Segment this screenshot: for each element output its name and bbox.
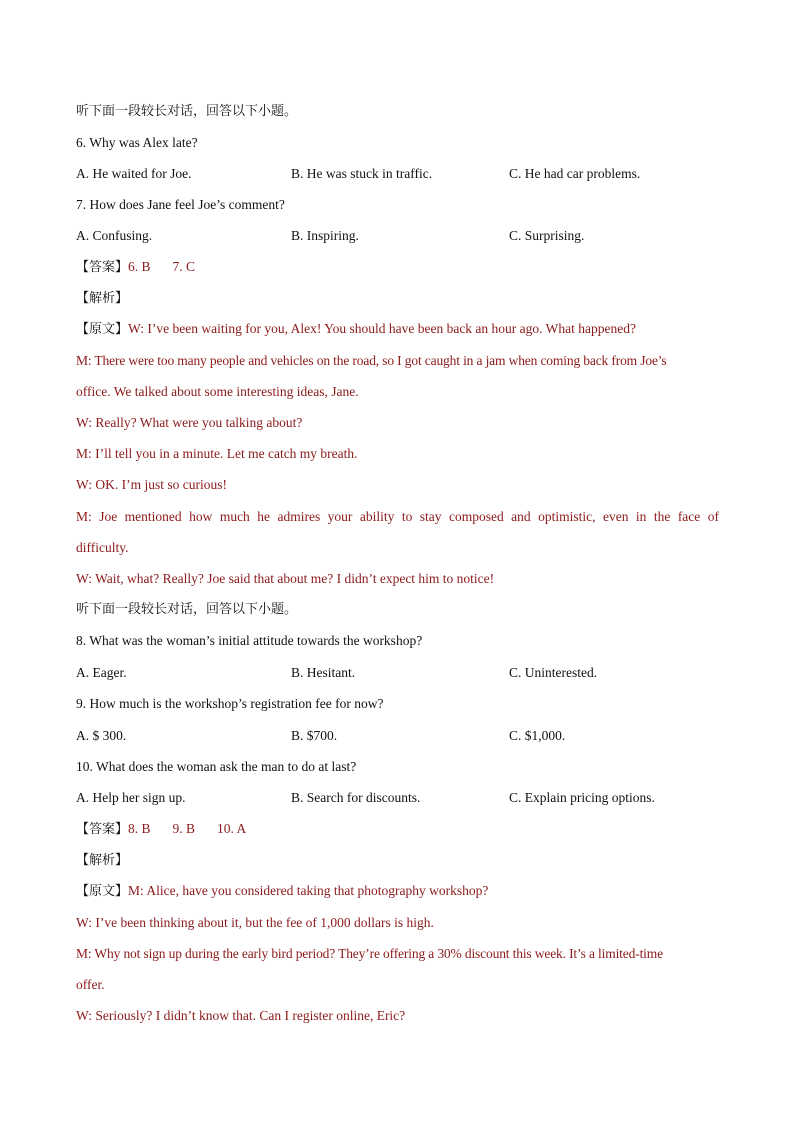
transcript-line: W: Wait, what? Really? Joe said that about me? I didn’t expect him to notice!: [76, 571, 495, 586]
analysis-label-text: 【解析】: [76, 291, 129, 306]
transcript-text: W: I’ve been waiting for you, Alex! You should have been back an hour ago. What happened?: [128, 321, 636, 336]
question-10: 10. What does the woman ask the man to do at last?: [76, 759, 357, 774]
option-a: A. Confusing.: [76, 228, 153, 243]
option-b: B. $700.: [291, 728, 338, 743]
option-c: C. Explain pricing options.: [509, 790, 655, 805]
answer-label: 【答案】: [76, 260, 129, 275]
answer-value: 6. B: [128, 259, 151, 274]
answer-value: 10. A: [217, 821, 247, 836]
answer-line: [76, 258, 719, 277]
question-6: 6. Why was Alex late?: [76, 135, 198, 150]
option-b: B. Inspiring.: [291, 228, 359, 243]
analysis-label: [76, 851, 719, 870]
option-c: C. $1,000.: [509, 728, 566, 743]
transcript-line: M: I’ll tell you in a minute. Let me catch my breath.: [76, 446, 358, 461]
transcript-text: M: Alice, have you considered taking that photography workshop?: [128, 883, 489, 898]
transcript-line: office. We talked about some interesting ideas, Jane.: [76, 384, 359, 399]
section-instruction: 听下面一段较长对话，回答以下小题。: [76, 602, 298, 617]
option-a: A. Help her sign up.: [76, 790, 186, 805]
transcript-line: [76, 882, 719, 901]
transcript-line: M: Joe mentioned how much he admires your ability to stay composed and optimistic, even in the face of: [76, 509, 719, 524]
transcript-line: offer.: [76, 977, 105, 992]
transcript-line: M: Why not sign up during the early bird period? They’re offering a 30% discount this week. It’s a limited-time: [76, 946, 663, 961]
transcript-line: W: Really? What were you talking about?: [76, 415, 303, 430]
transcript-label: 【原文】: [76, 884, 129, 899]
answer-label: 【答案】: [76, 822, 129, 837]
answer-line: [76, 820, 719, 839]
transcript-line: M: There were too many people and vehicles on the road, so I got caught in a jam when coming back from Joe’s: [76, 353, 667, 368]
option-a: A. Eager.: [76, 665, 127, 680]
option-a: A. $ 300.: [76, 728, 127, 743]
option-a: A. He waited for Joe.: [76, 166, 192, 181]
option-c: C. Uninterested.: [509, 665, 598, 680]
answer-value: 8. B: [128, 821, 151, 836]
option-c: C. Surprising.: [509, 228, 585, 243]
transcript-line: W: I’ve been thinking about it, but the fee of 1,000 dollars is high.: [76, 915, 434, 930]
section-instruction: 听下面一段较长对话，回答以下小题。: [76, 104, 298, 119]
answer-value: 9. B: [172, 821, 196, 836]
question-7: 7. How does Jane feel Joe’s comment?: [76, 197, 285, 212]
transcript-line: W: OK. I’m just so curious!: [76, 477, 227, 492]
transcript-label: 【原文】: [76, 322, 129, 337]
option-b: B. Hesitant.: [291, 665, 356, 680]
option-c: C. He had car problems.: [509, 166, 641, 181]
question-9: 9. How much is the workshop’s registration fee for now?: [76, 696, 384, 711]
transcript-line: W: Seriously? I didn’t know that. Can I register online, Eric?: [76, 1008, 406, 1023]
transcript-line: [76, 320, 719, 339]
transcript-line: difficulty.: [76, 540, 129, 555]
question-8: 8. What was the woman’s initial attitude towards the workshop?: [76, 633, 423, 648]
analysis-label-text: 【解析】: [76, 853, 129, 868]
analysis-label: [76, 289, 719, 308]
answer-value: 7. C: [172, 259, 196, 274]
option-b: B. He was stuck in traffic.: [291, 166, 433, 181]
option-b: B. Search for discounts.: [291, 790, 421, 805]
